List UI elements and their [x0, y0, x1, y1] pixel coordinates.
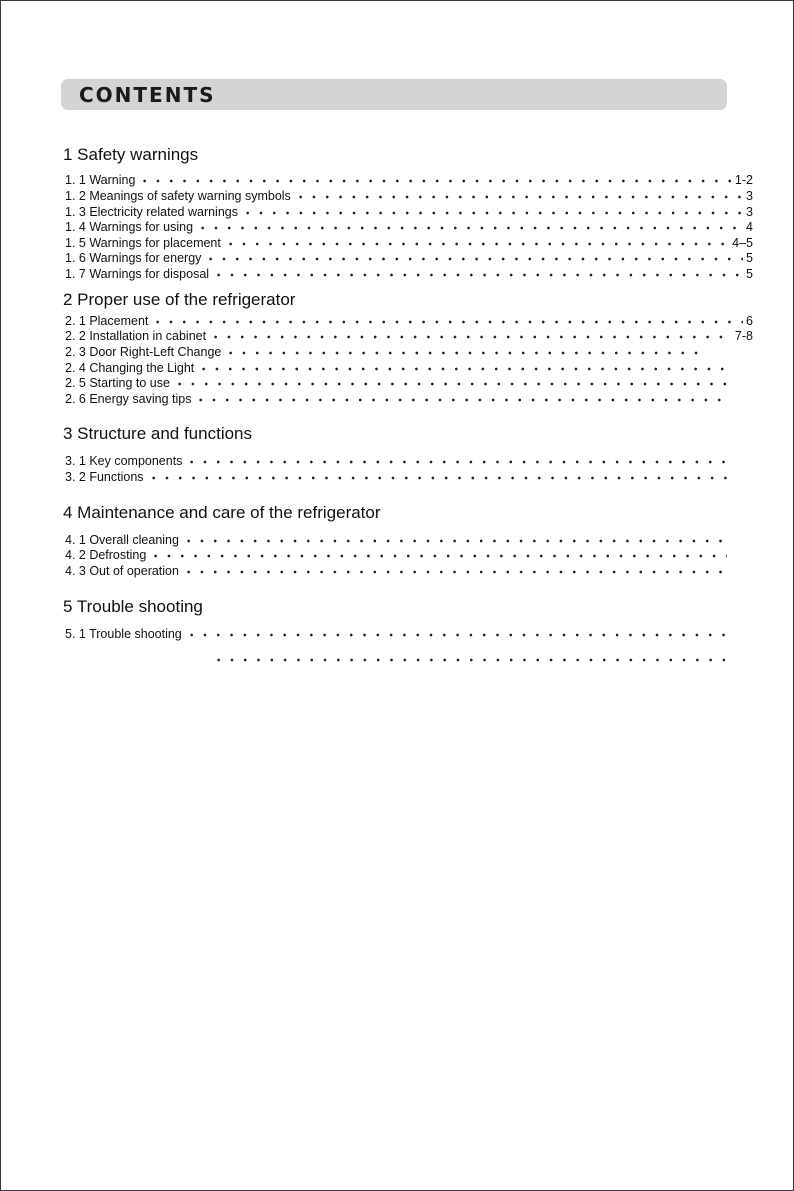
contents-title: CONTENTS	[79, 83, 216, 107]
section-title-proper-use: 2 Proper use of the refrigerator	[63, 290, 296, 309]
toc-entry-4-1[interactable]	[65, 533, 737, 548]
toc-entry-page: 3	[746, 189, 753, 203]
toc-entry-label: 3. 1 Key components	[65, 454, 183, 468]
toc-entry-1-7[interactable]	[65, 267, 753, 282]
toc-entry-label: 4. 2 Defrosting	[65, 548, 147, 562]
toc-entry-page: 5	[746, 267, 753, 281]
section-title-maintenance: 4 Maintenance and care of the refrigerator	[63, 503, 381, 522]
toc-entry-label: 2. 1 Placement	[65, 314, 149, 328]
dot-leader	[149, 554, 727, 558]
toc-entry-1-6[interactable]	[65, 251, 753, 266]
toc-entry-5-1[interactable]	[65, 627, 737, 642]
dot-leader	[197, 367, 727, 371]
section-title-structure: 3 Structure and functions	[63, 424, 253, 443]
toc-entry-label: 2. 5 Starting to use	[65, 376, 170, 390]
toc-entry-2-6[interactable]	[65, 392, 737, 407]
toc-entry-4-3[interactable]	[65, 564, 737, 579]
dot-leader	[196, 226, 743, 230]
toc-entry-1-2[interactable]	[65, 189, 753, 204]
toc-entry-label: 1. 5 Warnings for placement	[65, 236, 221, 250]
dot-leader	[185, 633, 727, 637]
dot-leader	[294, 195, 743, 199]
toc-entry-3-1[interactable]	[65, 454, 737, 469]
toc-entry-1-3[interactable]	[65, 205, 753, 220]
toc-entry-1-1[interactable]	[65, 173, 753, 188]
dot-leader	[212, 273, 743, 277]
toc-entry-page: 3	[746, 205, 753, 219]
toc-entry-label: 1. 4 Warnings for using	[65, 220, 194, 234]
toc-entry-page: 4	[746, 220, 753, 234]
toc-entry-page: 6	[746, 314, 753, 328]
toc-entry-label: 2. 6 Energy saving tips	[65, 392, 192, 406]
section-title-trouble-shooting: 5 Trouble shooting	[63, 597, 203, 616]
toc-entry-4-2[interactable]	[65, 548, 737, 563]
dot-leader	[138, 179, 733, 183]
toc-entry-2-1[interactable]	[65, 314, 753, 329]
toc-entry-3-2[interactable]	[65, 470, 737, 485]
toc-entry-label: 1. 3 Electricity related warnings	[65, 205, 238, 219]
toc-continuation-leader-row	[209, 652, 737, 667]
dot-leader	[182, 539, 727, 543]
toc-entry-1-5[interactable]	[65, 236, 753, 251]
contents-header-bar	[61, 79, 727, 110]
toc-entry-2-2[interactable]	[65, 329, 753, 344]
toc-entry-1-4[interactable]	[65, 220, 753, 235]
toc-entry-label: 2. 2 Installation in cabinet	[65, 329, 207, 343]
toc-entry-label: 1. 6 Warnings for energy	[65, 251, 202, 265]
toc-entry-2-4[interactable]	[65, 361, 737, 376]
dot-leader	[224, 242, 730, 246]
toc-entry-label: 4. 3 Out of operation	[65, 564, 179, 578]
dot-leader	[185, 460, 727, 464]
toc-entry-label: 4. 1 Overall cleaning	[65, 533, 179, 547]
dot-leader	[204, 257, 743, 261]
toc-entry-page: 1-2	[734, 173, 753, 187]
dot-leader	[151, 320, 743, 324]
dot-leader	[173, 382, 727, 386]
dot-leader	[147, 476, 727, 480]
toc-entry-label: 5. 1 Trouble shooting	[65, 627, 182, 641]
toc-entry-page: 7-8	[734, 329, 753, 343]
toc-entry-page: 4–5	[732, 236, 753, 250]
toc-entry-page: 5	[746, 251, 753, 265]
dot-leader	[241, 211, 743, 215]
dot-leader	[212, 658, 735, 662]
toc-entry-label: 1. 1 Warning	[65, 173, 136, 187]
toc-entry-2-5[interactable]	[65, 376, 737, 391]
dot-leader	[194, 398, 727, 402]
toc-entry-2-3[interactable]	[65, 345, 713, 360]
toc-entry-label: 2. 3 Door Right-Left Change	[65, 345, 222, 359]
section-title-safety-warnings: 1 Safety warnings	[63, 145, 199, 164]
toc-entry-label: 1. 2 Meanings of safety warning symbols	[65, 189, 291, 203]
toc-entry-label: 1. 7 Warnings for disposal	[65, 267, 210, 281]
toc-entry-label: 3. 2 Functions	[65, 470, 144, 484]
toc-entry-label: 2. 4 Changing the Light	[65, 361, 195, 375]
dot-leader	[224, 351, 703, 355]
dot-leader	[182, 570, 727, 574]
dot-leader	[209, 335, 733, 339]
